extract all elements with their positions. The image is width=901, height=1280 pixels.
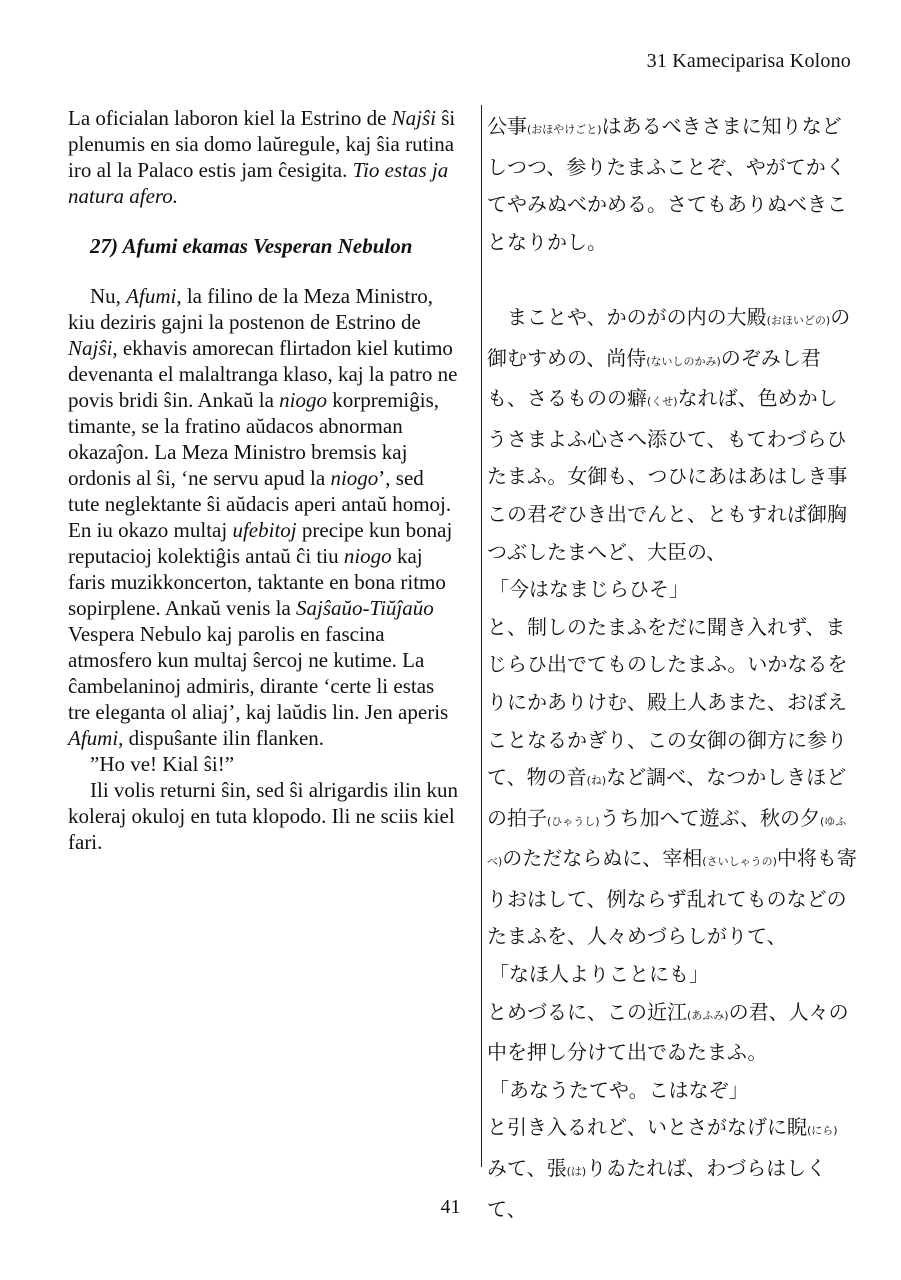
italic-run: niogo — [343, 544, 392, 568]
text-run: , dispuŝante ilin flanken. — [118, 726, 325, 750]
section-heading: 27) Afumi ekamas Vesperan Nebulon — [90, 234, 413, 258]
esperanto-column — [68, 105, 460, 855]
ruby-reading: (ひゃうし) — [547, 814, 600, 828]
text-run: 中将も寄りおはして、例ならず乱れてものなどのたまふを、人々めづらしがりて、 — [487, 846, 857, 949]
jp-quote-3: 「あなうたてや。こはなぞ」 — [489, 1077, 749, 1102]
italic-run: Afumi — [68, 726, 119, 750]
italic-run: ufebitoj — [232, 518, 297, 542]
italic-run: Najŝi — [68, 336, 113, 360]
column-divider — [481, 105, 482, 1167]
text-run: はあるべきさまに知りなどしつつ、参りたまふことぞ、やがてかくてやみぬべかめる。さてもありぬべきことなりかし。 — [487, 114, 847, 254]
paragraph-intro — [68, 105, 460, 209]
text-run: 公事 — [487, 114, 527, 138]
jp-quote-1: 「今はなまじらひそ」 — [489, 577, 689, 602]
text-run: の御むすめの、尚侍 — [487, 304, 851, 370]
text-run: のただならぬに、宰相 — [502, 846, 703, 871]
text-run: なれば、色めかしうさまよふ心さへ添ひて、もてわづらひたまふ。女御も、つひにあはあはしき事この君ぞひき出でんと、ともすれば御胸つぶしたまへど、大臣の、 — [487, 386, 848, 564]
ruby-reading: (おほやけごと) — [527, 123, 602, 136]
jp-paragraph-1 — [487, 108, 857, 261]
text-run: , ekhavis amorecan flirtadon kiel kutimo devenanta el malaltranga klaso, kaj la patro ne povis bridi ŝin. Ankaŭ la — [68, 336, 458, 412]
text-run: まことや、かのがの内の大殿 — [507, 304, 767, 329]
paragraph-closing: Ili volis returni ŝin, sed ŝi alrigardis ilin kun koleraj okuloj en tuta klopodo. Ili ne sciis kiel fari. — [68, 778, 459, 854]
text-run: りゐたれば、わづらはしくて、 — [487, 1156, 827, 1221]
jp-paragraph-4 — [487, 994, 857, 1072]
page-number: 41 — [440, 1196, 461, 1218]
text-run: うち加へて遊ぶ、秋の夕 — [599, 805, 820, 830]
jp-paragraph-3 — [487, 609, 857, 956]
text-run: precipe kun bonaj reputacioj kolektiĝis antaŭ ĉi tiu — [68, 518, 453, 568]
text-run: Nu, — [90, 284, 127, 308]
paragraph-exclamation: ”Ho ve! Kial ŝi!” — [90, 752, 235, 776]
text-run: みて、張 — [487, 1156, 567, 1181]
ruby-reading: (くせ) — [647, 395, 678, 409]
ruby-reading: (あふみ) — [687, 1008, 729, 1022]
italic-run: Afumi — [126, 284, 177, 308]
italic-run: Tio estas ja natura afero. — [68, 158, 449, 208]
text-run: kaj faris muzikkoncerton, taktante en bona ritmo sopirplene. Ankaŭ venis la — [68, 544, 446, 620]
text-run: の君、人々の中を押し分けて出でゐたまふ。 — [487, 999, 849, 1065]
text-run: korpremiĝis, timante, se la fratino aŭdacos abnorman okazaĵon. La Meza Ministro bremsis kaj ordonis al ŝi, ‘ne servu apud la — [68, 388, 439, 490]
ruby-reading: (にら) — [807, 1124, 838, 1138]
text-run: とめづるに、この近江 — [487, 999, 687, 1024]
japanese-column — [487, 108, 857, 1228]
text-run: と、制しのたまふをだに聞き入れず、まじらひ出でてものしたまふ。いかなるをりにかありけむ、殿上人あまた、おぼえことなるかぎり、この女御の御方に参りて、物の音 — [487, 614, 848, 790]
ruby-reading: (ないしのかみ) — [646, 354, 721, 368]
paragraph-main — [68, 283, 460, 751]
jp-quote-2: 「なほ人よりことにも」 — [489, 962, 709, 987]
text-run: と引き入るれど、いとさがなげに睨 — [487, 1115, 807, 1140]
jp-paragraph-2 — [487, 299, 857, 571]
italic-run: Sajŝaŭo-Tiŭĵaŭo — [296, 596, 434, 620]
text-run: ’, sed tute neglektante ŝi aŭdacis aperi antaŭ homoj. En iu okazo multaj — [68, 466, 452, 542]
italic-run: Najŝi — [391, 106, 436, 130]
text-run: Vespera Nebulo kaj parolis en fascina atmosfero kun multaj ŝercoj ne kutime. La ĉambelaninoj admiris, dirante ‘certe li estas tre eleganta ol aliaj’, kaj laŭdis lin. Jen aperis — [68, 622, 449, 724]
italic-run: niogo — [279, 388, 328, 412]
text-run: , la filino de la Meza Ministro, kiu deziris gajni la postenon de Estrino de — [68, 284, 433, 334]
italic-run: niogo — [330, 466, 379, 490]
ruby-reading: (さいしゃうの) — [702, 855, 777, 869]
text-run: など調べ、なつかしきほどの拍子 — [487, 765, 847, 830]
ruby-reading: (は) — [566, 1165, 587, 1179]
ruby-reading: (おほいどの) — [766, 313, 831, 327]
ruby-reading: (ね) — [586, 774, 607, 788]
text-run: La oficialan laboron kiel la Estrino de — [68, 106, 392, 130]
running-head: 31 Kameciparisa Kolono — [646, 50, 851, 72]
text-run: のぞみし君も、さるものの癖 — [487, 345, 821, 411]
text-run: ŝi plenumis en sia domo laŭregule, kaj ŝia rutina iro al la Palaco estis jam ĉesigita. — [68, 106, 456, 182]
ruby-reading: (ゆふべ) — [487, 814, 847, 869]
